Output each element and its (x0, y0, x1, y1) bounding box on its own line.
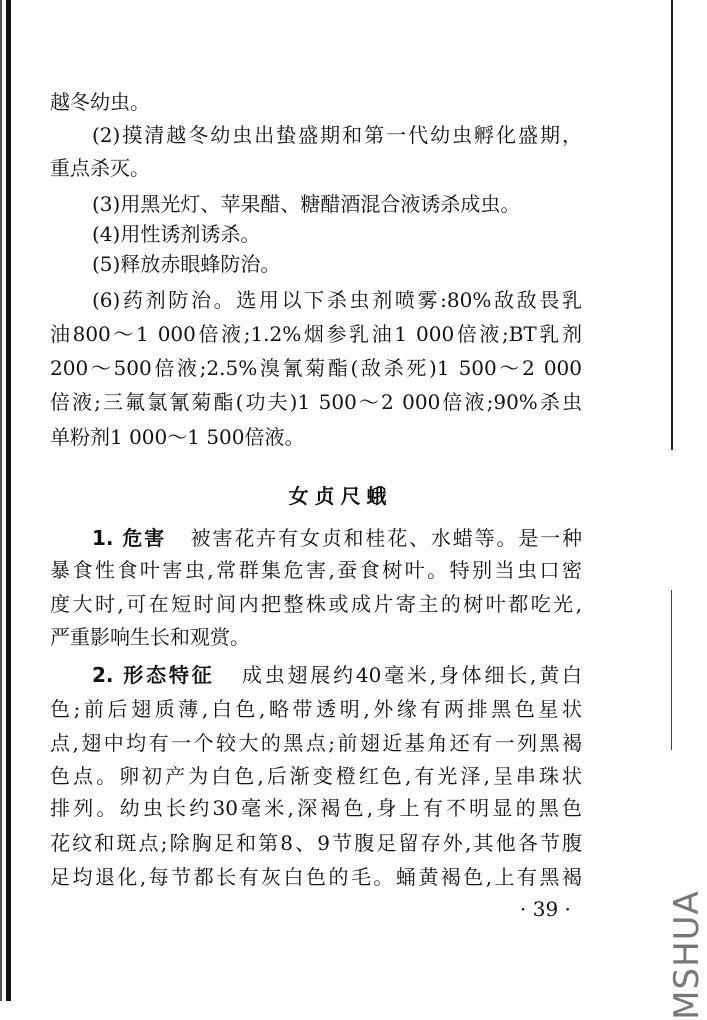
heading-morphology: 2. 形态特征 (92, 663, 215, 687)
text-line: 重点杀灭。 (50, 156, 150, 180)
text-line: 暴食性食叶害虫,常群集危害,蚕食树叶。特别当虫口密 (50, 558, 582, 582)
page-number: · 39 · (520, 897, 571, 921)
text-line: (2)摸清越冬幼虫出蛰盛期和第一代幼虫孵化盛期， (92, 123, 582, 147)
text-line: 越冬幼虫。 (50, 90, 150, 114)
text-line: 色点。卵初产为白色,后渐变橙红色,有光泽,呈串珠状 (50, 764, 582, 788)
text-line: 色;前后翅质薄,白色,略带透明,外缘有两排黑色星状 (50, 697, 582, 721)
scan-edge-right (671, 0, 673, 450)
heading-harm: 1. 危害 (92, 526, 167, 550)
text-line: (3)用黑光灯、苹果醋、糖醋酒混合液诱杀成虫。 (92, 192, 521, 216)
text-line: 油800～1 000倍液;1.2%烟参乳油1 000倍液;BT乳剂 (50, 322, 582, 346)
text-line: (4)用性诱剂诱杀。 (92, 222, 261, 246)
text-line: 排列。幼虫长约30毫米,深褐色,身上有不明显的黑色 (50, 796, 582, 820)
text-line: (5)释放赤眼蜂防治。 (92, 252, 281, 276)
paragraph-first-line (92, 663, 582, 687)
text-line: 花纹和斑点;除胸足和第8、9节腹足留存外,其他各节腹 (50, 831, 582, 855)
text-line: 严重影响生长和观赏。 (50, 625, 250, 649)
text-line: (6)药剂防治。选用以下杀虫剂喷雾:80%敌敌畏乳 (92, 288, 582, 312)
text-line: 200～500倍液;2.5%溴氰菊酯(敌杀死)1 500～2 000 (50, 356, 582, 380)
text-line: 足均退化,每节都长有灰白色的毛。蛹黄褐色,上有黑褐 (50, 865, 582, 889)
text-line: 成虫翅展约40毫米,身体细长,黄白 (241, 663, 582, 687)
text-line: 单粉剂1 000～1 500倍液。 (50, 425, 305, 449)
text-line: 点,翅中均有一个较大的黑点;前翅近基角还有一列黑褐 (50, 731, 582, 755)
scan-edge-right-lower (671, 590, 672, 750)
text-line: 度大时,可在短时间内把整株或成片寄主的树叶都吃光, (50, 592, 582, 616)
text-line: 倍液;三氟氯氰菊酯(功夫)1 500～2 000倍液;90%杀虫 (50, 390, 582, 414)
text-line: 被害花卉有女贞和桂花、水蜡等。是一种 (190, 526, 582, 550)
watermark: MSHUA (666, 890, 707, 1020)
section-title: 女贞尺蛾 (288, 484, 393, 508)
paragraph-first-line (92, 526, 582, 550)
